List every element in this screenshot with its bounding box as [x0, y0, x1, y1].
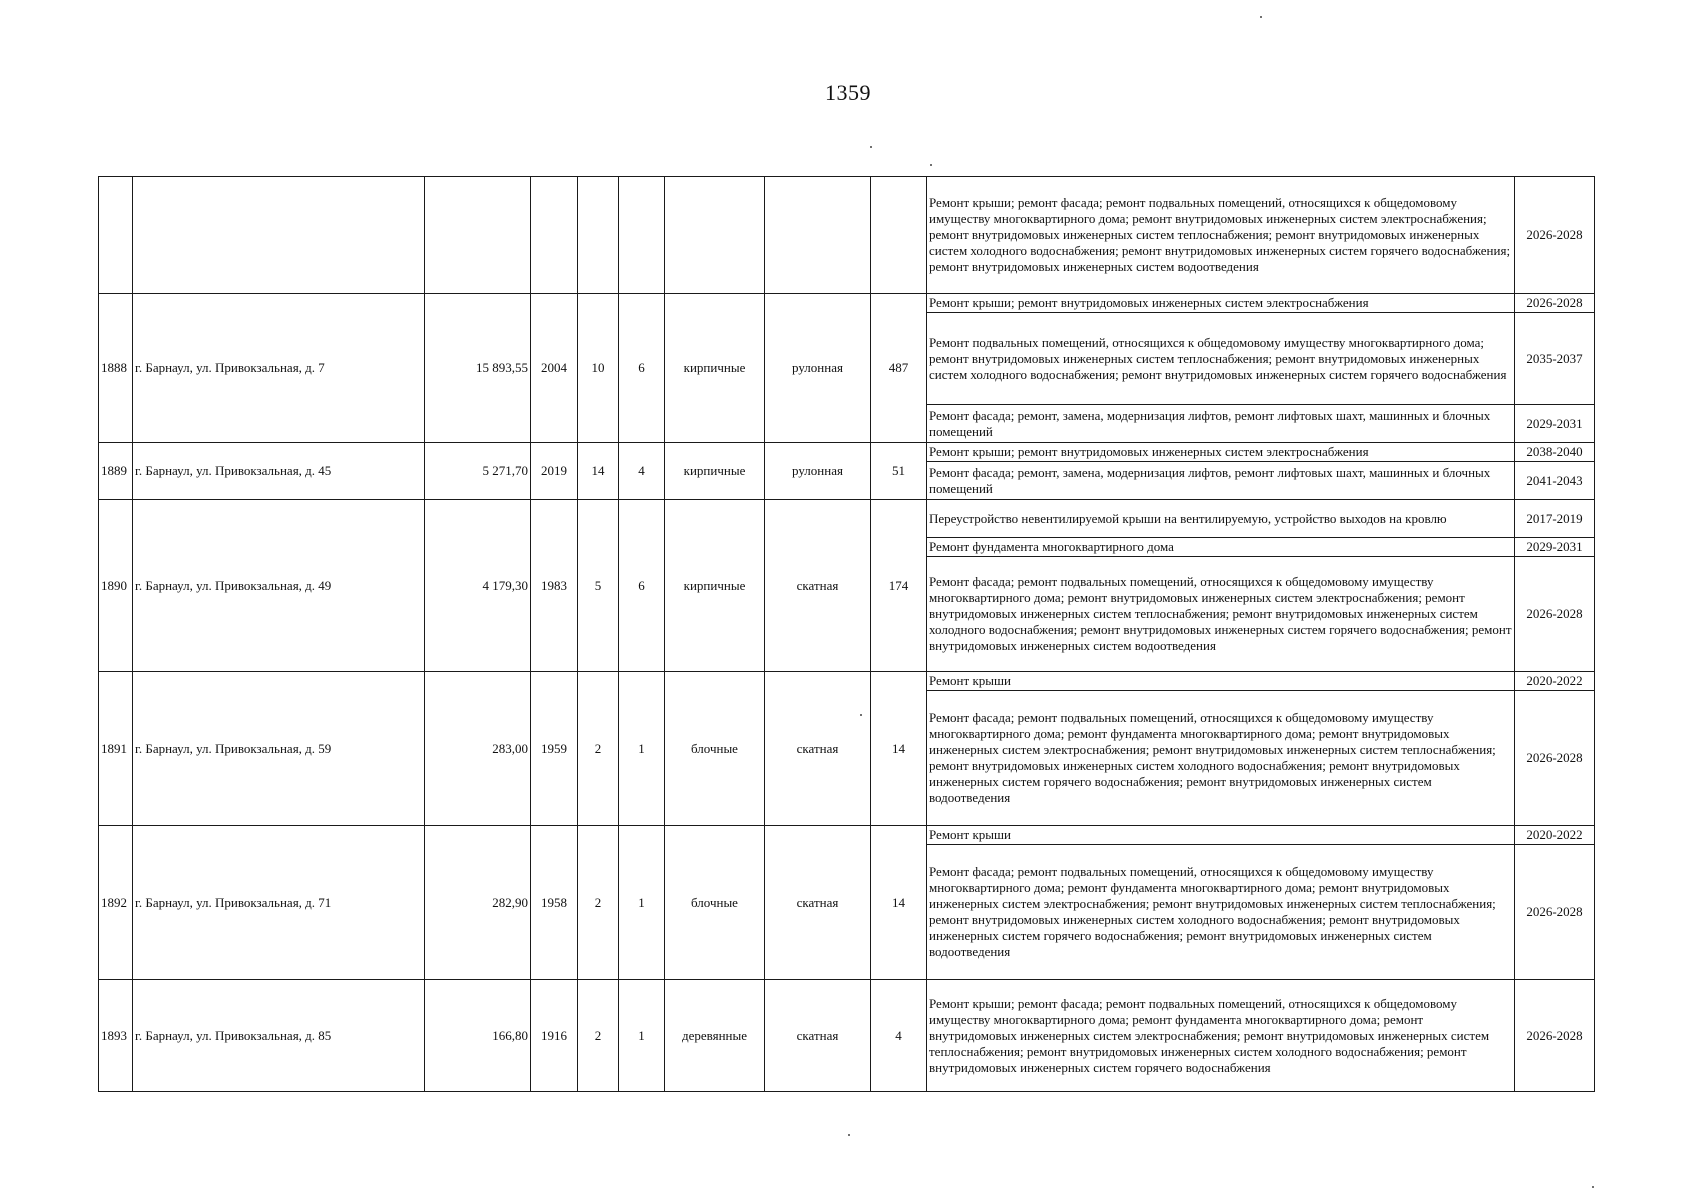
- wall-material: кирпичные: [665, 443, 765, 500]
- table-row: [99, 294, 1595, 313]
- construction-year: 1916: [531, 980, 578, 1092]
- building-address: г. Барнаул, ул. Привокзальная, д. 71: [133, 826, 425, 980]
- entrance-count: 1: [619, 672, 665, 826]
- work-description: Ремонт фасада; ремонт, замена, модернизация лифтов, ремонт лифтовых шахт, машинных и блочных помещений: [927, 462, 1515, 500]
- work-period: 2026-2028: [1515, 294, 1595, 313]
- work-description: Ремонт крыши: [927, 826, 1515, 845]
- work-description: Ремонт фасада; ремонт подвальных помещений, относящихся к общедомовому имуществу многоквартирного дома; ремонт фундамента многоквартирного дома; ремонт внутридомовых инженерных систем электроснабжения; ремонт внутридомовых инженерных систем теплоснабжения; ремонт внутридомовых инженерных систем холодного водоснабжения; ремонт внутридомовых инженерных систем горячего водоснабжения; ремонт внутридомовых инженерных систем водоотведения: [927, 845, 1515, 980]
- building-area: 4 179,30: [425, 500, 531, 672]
- scan-speck: [870, 146, 872, 148]
- floor-count: 2: [578, 672, 619, 826]
- work-description: Ремонт крыши: [927, 672, 1515, 691]
- row-number: [99, 177, 133, 294]
- repair-program-table: [98, 176, 1595, 1092]
- construction-year: 1983: [531, 500, 578, 672]
- work-period: 2029-2031: [1515, 538, 1595, 557]
- building-address: г. Барнаул, ул. Привокзальная, д. 49: [133, 500, 425, 672]
- page-number: 1359: [825, 80, 871, 105]
- floor-count: 5: [578, 500, 619, 672]
- resident-count: 487: [871, 294, 927, 443]
- roof-type: рулонная: [765, 443, 871, 500]
- resident-count: 174: [871, 500, 927, 672]
- work-period: 2038-2040: [1515, 443, 1595, 462]
- construction-year: 2019: [531, 443, 578, 500]
- construction-year: 2004: [531, 294, 578, 443]
- wall-material: кирпичные: [665, 294, 765, 443]
- work-period: 2020-2022: [1515, 672, 1595, 691]
- repair-program-table-sheet: [98, 176, 1594, 1092]
- building-address: г. Барнаул, ул. Привокзальная, д. 7: [133, 294, 425, 443]
- building-address: г. Барнаул, ул. Привокзальная, д. 85: [133, 980, 425, 1092]
- roof-type: скатная: [765, 826, 871, 980]
- resident-count: 51: [871, 443, 927, 500]
- wall-material: [665, 177, 765, 294]
- building-area: [425, 177, 531, 294]
- entrance-count: 1: [619, 980, 665, 1092]
- work-period: 2026-2028: [1515, 845, 1595, 980]
- entrance-count: [619, 177, 665, 294]
- resident-count: 4: [871, 980, 927, 1092]
- table-row: [99, 980, 1595, 1092]
- floor-count: 10: [578, 294, 619, 443]
- work-description: Ремонт фасада; ремонт подвальных помещений, относящихся к общедомовому имуществу многоквартирного дома; ремонт внутридомовых инженерных систем электроснабжения; ремонт внутридомовых инженерных систем теплоснабжения; ремонт внутридомовых инженерных систем холодного водоснабжения; ремонт внутридомовых инженерных систем горячего водоснабжения; ремонт внутридомовых инженерных систем водоотведения: [927, 557, 1515, 672]
- roof-type: скатная: [765, 672, 871, 826]
- scan-speck: [860, 714, 862, 716]
- building-area: 282,90: [425, 826, 531, 980]
- work-description: Ремонт крыши; ремонт фасада; ремонт подвальных помещений, относящихся к общедомовому имуществу многоквартирного дома; ремонт внутридомовых инженерных систем электроснабжения; ремонт внутридомовых инженерных систем теплоснабжения; ремонт внутридомовых инженерных систем холодного водоснабжения; ремонт внутридомовых инженерных систем горячего водоснабжения; ремонт внутридомовых инженерных систем водоотведения: [927, 177, 1515, 294]
- wall-material: деревянные: [665, 980, 765, 1092]
- wall-material: блочные: [665, 672, 765, 826]
- row-number: 1888: [99, 294, 133, 443]
- work-description: Ремонт фасада; ремонт подвальных помещений, относящихся к общедомовому имуществу многоквартирного дома; ремонт фундамента многоквартирного дома; ремонт внутридомовых инженерных систем электроснабжения; ремонт внутридомовых инженерных систем теплоснабжения; ремонт внутридомовых инженерных систем холодного водоснабжения; ремонт внутридомовых инженерных систем горячего водоснабжения; ремонт внутридомовых инженерных систем водоотведения: [927, 691, 1515, 826]
- work-period: 2026-2028: [1515, 980, 1595, 1092]
- work-period: 2041-2043: [1515, 462, 1595, 500]
- entrance-count: 6: [619, 294, 665, 443]
- building-area: 283,00: [425, 672, 531, 826]
- row-number: 1892: [99, 826, 133, 980]
- work-description: Ремонт крыши; ремонт фасада; ремонт подвальных помещений, относящихся к общедомовому имуществу многоквартирного дома; ремонт фундамента многоквартирного дома; ремонт внутридомовых инженерных систем электроснабжения; ремонт внутридомовых инженерных систем теплоснабжения; ремонт внутридомовых инженерных систем холодного водоснабжения; ремонт внутридомовых инженерных систем горячего водоснабжения: [927, 980, 1515, 1092]
- work-description: Ремонт крыши; ремонт внутридомовых инженерных систем электроснабжения: [927, 294, 1515, 313]
- work-description: Ремонт подвальных помещений, относящихся к общедомовому имуществу многоквартирного дома; ремонт внутридомовых инженерных систем теплоснабжения; ремонт внутридомовых инженерных систем холодного водоснабжения; ремонт внутридомовых инженерных систем горячего водоснабжения: [927, 313, 1515, 405]
- construction-year: [531, 177, 578, 294]
- row-number: 1893: [99, 980, 133, 1092]
- work-description: Ремонт крыши; ремонт внутридомовых инженерных систем электроснабжения: [927, 443, 1515, 462]
- building-area: 5 271,70: [425, 443, 531, 500]
- entrance-count: 1: [619, 826, 665, 980]
- work-period: 2035-2037: [1515, 313, 1595, 405]
- scan-speck: [848, 1134, 850, 1136]
- building-address: г. Барнаул, ул. Привокзальная, д. 45: [133, 443, 425, 500]
- row-number: 1891: [99, 672, 133, 826]
- scan-speck: [1260, 16, 1262, 18]
- work-description: Переустройство невентилируемой крыши на вентилируемую, устройство выходов на кровлю: [927, 500, 1515, 538]
- building-area: 166,80: [425, 980, 531, 1092]
- table-row: [99, 177, 1595, 294]
- work-period: 2026-2028: [1515, 557, 1595, 672]
- construction-year: 1958: [531, 826, 578, 980]
- roof-type: рулонная: [765, 294, 871, 443]
- table-row: [99, 500, 1595, 538]
- resident-count: [871, 177, 927, 294]
- row-number: 1889: [99, 443, 133, 500]
- floor-count: 14: [578, 443, 619, 500]
- floor-count: [578, 177, 619, 294]
- work-description: Ремонт фундамента многоквартирного дома: [927, 538, 1515, 557]
- table-row: [99, 443, 1595, 462]
- row-number: 1890: [99, 500, 133, 672]
- scan-speck: [1592, 1186, 1594, 1188]
- wall-material: блочные: [665, 826, 765, 980]
- resident-count: 14: [871, 672, 927, 826]
- roof-type: [765, 177, 871, 294]
- roof-type: скатная: [765, 980, 871, 1092]
- building-area: 15 893,55: [425, 294, 531, 443]
- work-description: Ремонт фасада; ремонт, замена, модернизация лифтов, ремонт лифтовых шахт, машинных и блочных помещений: [927, 405, 1515, 443]
- scan-speck: [930, 164, 932, 166]
- construction-year: 1959: [531, 672, 578, 826]
- resident-count: 14: [871, 826, 927, 980]
- roof-type: скатная: [765, 500, 871, 672]
- wall-material: кирпичные: [665, 500, 765, 672]
- entrance-count: 6: [619, 500, 665, 672]
- floor-count: 2: [578, 980, 619, 1092]
- work-period: 2020-2022: [1515, 826, 1595, 845]
- table-row: [99, 826, 1595, 845]
- entrance-count: 4: [619, 443, 665, 500]
- floor-count: 2: [578, 826, 619, 980]
- work-period: 2026-2028: [1515, 691, 1595, 826]
- work-period: 2026-2028: [1515, 177, 1595, 294]
- building-address: г. Барнаул, ул. Привокзальная, д. 59: [133, 672, 425, 826]
- work-period: 2029-2031: [1515, 405, 1595, 443]
- building-address: [133, 177, 425, 294]
- table-row: [99, 672, 1595, 691]
- work-period: 2017-2019: [1515, 500, 1595, 538]
